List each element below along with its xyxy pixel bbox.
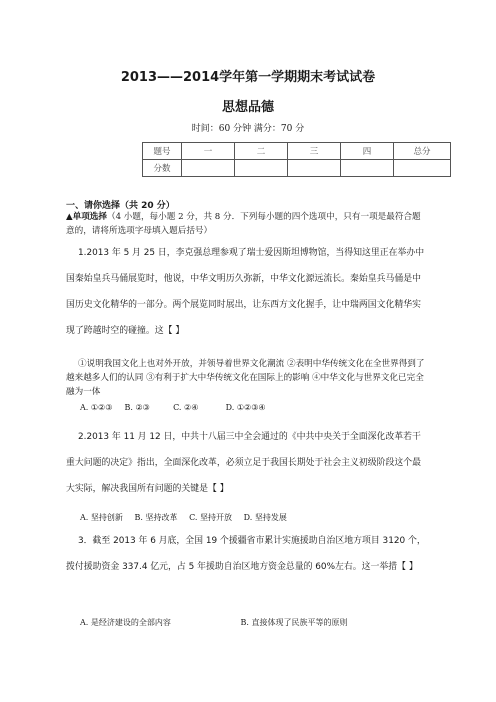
question-1-options — [80, 403, 266, 412]
option-d[interactable]: D. ①②③④ — [225, 403, 266, 412]
exam-title: 2013——2014学年第一学期期末考试试卷 — [120, 70, 376, 85]
score-header-cell: 题号 — [143, 143, 182, 160]
score-input-cell[interactable] — [288, 160, 341, 177]
score-header-cell: 二 — [235, 143, 288, 160]
section-heading: 一、请你选择（共 20 分） — [66, 201, 175, 211]
subject-title: 思想品德 — [221, 100, 274, 115]
option-d[interactable]: D. 坚持发展 — [243, 513, 287, 522]
question-2-options — [80, 512, 287, 523]
question-3-options — [80, 617, 348, 628]
option-c[interactable]: C. 坚持开放 — [189, 513, 233, 522]
instruction-label: ▲单项选择 — [66, 212, 107, 222]
option-c[interactable]: C. ②④ — [173, 403, 199, 412]
score-input-cell[interactable] — [341, 160, 394, 177]
question-3-text: 3．截至 2013 年 6 月底，全国 19 个援疆省市累计实施援助自治区地方项目 3120 个，拨付援助资金 337.4 亿元，占 5 年援助自治区地方资金总量的 60%左右。这一举措【 】 — [66, 536, 426, 572]
score-header-cell: 一 — [182, 143, 235, 160]
score-table-header-row — [143, 143, 451, 160]
instruction-text: （4 小题，每小题 2 分，共 8 分．下列每小题的四个选项中，只有一项是最符合题意的，请将所选项字母填入题后括号） — [66, 212, 421, 236]
option-b[interactable]: B. 直接体现了民族平等的原则 — [240, 618, 348, 627]
score-input-cell[interactable] — [235, 160, 288, 177]
question-2-text: 2.2013 年 11 月 12 日，中共十八届三中全会通过的《中共中央关于全面深化改革若干重大问题的决定》指出，全面深化改革，必须立足于我国长期处于社会主义初级阶段这个最大实际，解决我国所有问题的关键是【 】 — [66, 432, 421, 494]
option-a[interactable]: A. ①②③ — [80, 403, 113, 412]
question-1-text: 1.2013 年 5 月 25 日，李克强总理参观了瑞士爱因斯坦博物馆，当得知这里正在举办中国秦始皇兵马俑展览时，他说，中华文明历久弥新，中华文化源远流长。秦始皇兵马俑是中国历史文化精华的一部分。两个展览同时展出，让东西方文化握手，让中瑞两国文化精华实现了跨越时空的碰撞。这【 】 — [66, 248, 425, 336]
option-b[interactable]: B. ②③ — [124, 403, 150, 412]
time-info: 时间：60 分钟 满分：70 分 — [191, 124, 305, 134]
score-input-cell[interactable] — [394, 160, 451, 177]
score-table — [142, 142, 451, 177]
score-row-label: 分数 — [143, 160, 182, 177]
section-instruction — [66, 210, 428, 238]
question-1-statements: ①说明我国文化上也对外开放，并领导着世界文化潮流 ②表明中华传统文化在全世界得到了越来越多人们的认同 ③有利于扩大中华传统文化在国际上的影响 ④中华文化与世界文化已完全融为一体 — [66, 359, 425, 397]
option-b[interactable]: B. 坚持改革 — [134, 513, 178, 522]
score-table-score-row — [143, 160, 451, 177]
score-header-cell: 三 — [288, 143, 341, 160]
score-header-cell: 总分 — [394, 143, 451, 160]
option-a[interactable]: A. 是经济建设的全部内容 — [80, 618, 171, 627]
score-header-cell: 四 — [341, 143, 394, 160]
option-a[interactable]: A. 坚持创新 — [80, 513, 123, 522]
score-input-cell[interactable] — [182, 160, 235, 177]
